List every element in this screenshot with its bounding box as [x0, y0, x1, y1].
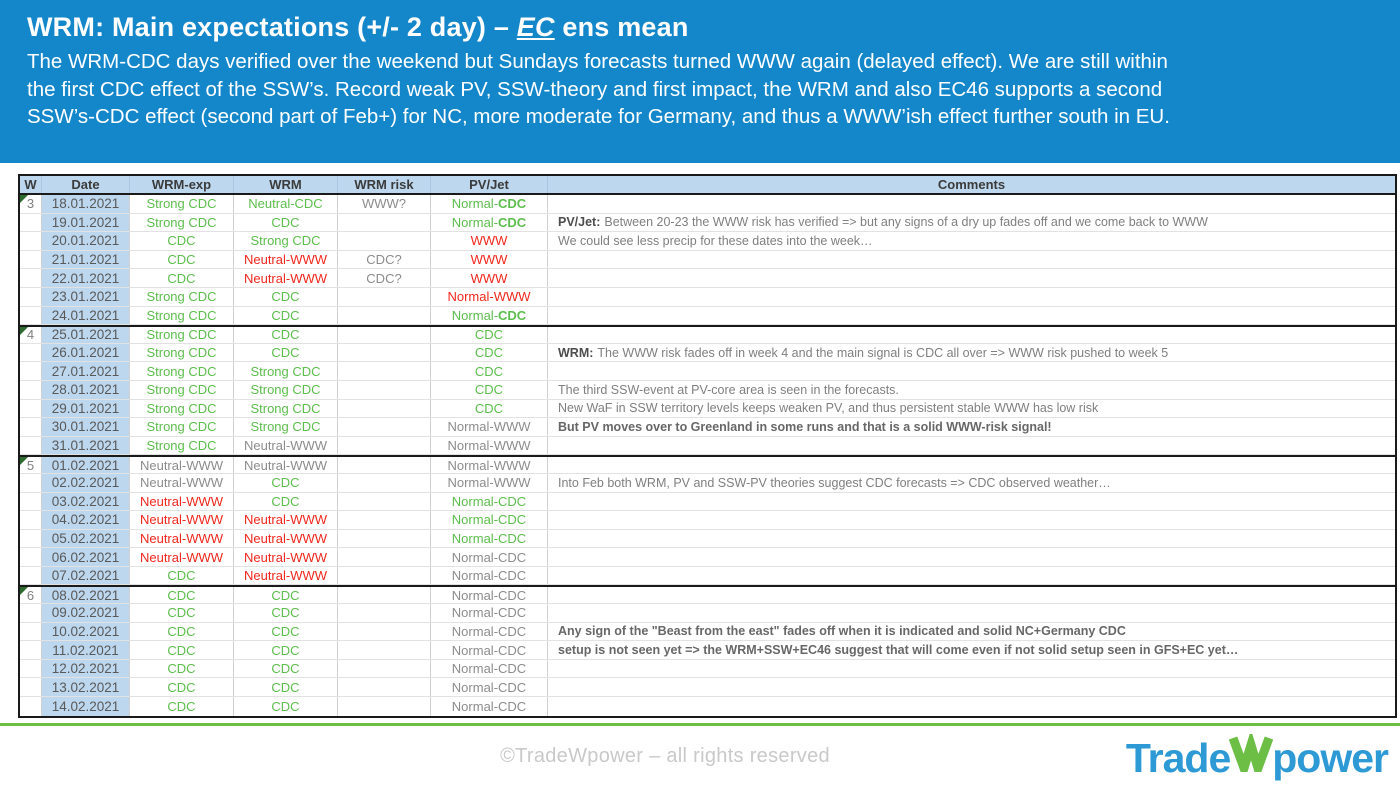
date-cell: 14.02.2021 — [42, 697, 130, 716]
comment-cell — [548, 457, 1395, 473]
comment-cell: But PV moves over to Greenland in some runs and that is a solid WWW-risk signal! — [558, 419, 1052, 434]
week-cell — [20, 548, 42, 566]
table-row — [20, 548, 1395, 567]
pv-jet-cell: Normal-CDC — [431, 623, 548, 641]
pv-jet-cell: Normal-CDC — [431, 604, 548, 622]
date-cell: 12.02.2021 — [42, 660, 130, 678]
date-cell: 18.01.2021 — [42, 195, 130, 213]
wrm-risk-cell: CDC? — [338, 251, 431, 269]
date-cell: 19.01.2021 — [42, 214, 130, 232]
table-row — [20, 455, 1395, 474]
table-row — [20, 437, 1395, 456]
wrm-risk-cell — [338, 660, 431, 678]
date-cell: 29.01.2021 — [42, 400, 130, 418]
wrm-cell: CDC — [234, 623, 338, 641]
wrm-risk-cell — [338, 511, 431, 529]
week-cell — [20, 530, 42, 548]
logo-w-icon — [1230, 734, 1272, 782]
comment-cell — [548, 567, 1395, 585]
col-header-wrm-risk: WRM risk — [338, 176, 431, 193]
wrm-risk-cell — [338, 307, 431, 325]
comment-cell: setup is not seen yet => the WRM+SSW+EC46 suggest that will come even if not solid setup seen in GFS+EC yet… — [558, 643, 1239, 658]
wrm-cell: CDC — [234, 474, 338, 492]
comment-cell: WRM: The WWW risk fades off in week 4 and the main signal is CDC all over => WWW risk pushed to week 5 — [558, 345, 1169, 360]
pv-jet-cell: Normal-CDC — [431, 678, 548, 696]
wrm-risk-cell: WWW? — [338, 195, 431, 213]
wrm-cell: CDC — [234, 288, 338, 306]
col-header-wrm: WRM — [234, 176, 338, 193]
comment-cell — [548, 437, 1395, 455]
wrm-cell: Neutral-WWW — [234, 567, 338, 585]
comment-cell — [548, 548, 1395, 566]
pv-jet-cell: Normal- CDC — [431, 307, 548, 325]
pv-jet-cell: Normal-CDC — [431, 697, 548, 716]
wrm-cell: CDC — [234, 344, 338, 362]
comment-cell — [548, 362, 1395, 380]
wrm-risk-cell — [338, 530, 431, 548]
week-cell — [20, 511, 42, 529]
pv-jet-cell: Normal-WWW — [431, 288, 548, 306]
table-row — [20, 269, 1395, 288]
table-row — [20, 530, 1395, 549]
wrm-risk-cell — [338, 641, 431, 659]
wrm-exp-cell: CDC — [130, 623, 234, 641]
table-row — [20, 641, 1395, 660]
date-cell: 21.01.2021 — [42, 251, 130, 269]
date-cell: 08.02.2021 — [42, 587, 130, 603]
pv-jet-cell: CDC — [431, 362, 548, 380]
comment-cell — [548, 307, 1395, 325]
date-cell: 22.01.2021 — [42, 269, 130, 287]
comment-cell: The third SSW-event at PV-core area is seen in the forecasts. — [558, 382, 899, 397]
wrm-exp-cell: Neutral-WWW — [130, 511, 234, 529]
week-cell — [20, 362, 42, 380]
pv-jet-cell: CDC — [431, 327, 548, 343]
week-cell: 6 — [20, 587, 42, 603]
comment-cell — [548, 697, 1395, 716]
pv-jet-cell: CDC — [431, 344, 548, 362]
expectations-table — [18, 174, 1397, 718]
wrm-cell: Neutral-WWW — [234, 457, 338, 473]
comment-cell — [548, 269, 1395, 287]
wrm-exp-cell: CDC — [130, 269, 234, 287]
pv-jet-cell: Normal-CDC — [431, 660, 548, 678]
tradewpower-logo — [1126, 733, 1388, 783]
date-cell: 04.02.2021 — [42, 511, 130, 529]
comment-cell — [548, 251, 1395, 269]
date-cell: 27.01.2021 — [42, 362, 130, 380]
wrm-risk-cell — [338, 623, 431, 641]
comment-cell — [548, 288, 1395, 306]
logo-power-text: power — [1272, 734, 1388, 781]
date-cell: 28.01.2021 — [42, 381, 130, 399]
pv-jet-cell: Normal-CDC — [431, 587, 548, 603]
week-cell: 5 — [20, 457, 42, 473]
wrm-cell: CDC — [234, 697, 338, 716]
pv-jet-cell: WWW — [431, 232, 548, 250]
date-cell: 13.02.2021 — [42, 678, 130, 696]
week-cell — [20, 697, 42, 716]
wrm-risk-cell — [338, 327, 431, 343]
week-cell — [20, 381, 42, 399]
pv-jet-cell: CDC — [431, 400, 548, 418]
wrm-risk-cell — [338, 604, 431, 622]
table-row — [20, 567, 1395, 586]
wrm-risk-cell — [338, 587, 431, 603]
week-cell — [20, 623, 42, 641]
table-row — [20, 660, 1395, 679]
table-row — [20, 511, 1395, 530]
week-cell — [20, 474, 42, 492]
date-cell: 23.01.2021 — [42, 288, 130, 306]
week-cell — [20, 232, 42, 250]
wrm-exp-cell: CDC — [130, 251, 234, 269]
comment-cell — [548, 604, 1395, 622]
title-suffix: ens mean — [554, 12, 689, 42]
week-cell — [20, 641, 42, 659]
pv-jet-cell: Normal-CDC — [431, 567, 548, 585]
wrm-risk-cell — [338, 400, 431, 418]
table-row — [20, 344, 1395, 363]
wrm-risk-cell — [338, 697, 431, 716]
wrm-cell: CDC — [234, 587, 338, 603]
table-row — [20, 493, 1395, 512]
pv-jet-cell: Normal- CDC — [431, 214, 548, 232]
wrm-risk-cell — [338, 548, 431, 566]
date-cell: 25.01.2021 — [42, 327, 130, 343]
wrm-cell: Neutral-CDC — [234, 195, 338, 213]
week-cell — [20, 604, 42, 622]
wrm-exp-cell: CDC — [130, 604, 234, 622]
table-row — [20, 195, 1395, 214]
wrm-cell: Strong CDC — [234, 418, 338, 436]
wrm-exp-cell: Strong CDC — [130, 437, 234, 455]
wrm-exp-cell: Strong CDC — [130, 344, 234, 362]
table-row — [20, 623, 1395, 642]
table-row — [20, 232, 1395, 251]
pv-jet-cell: CDC — [431, 381, 548, 399]
table-row — [20, 251, 1395, 270]
week-cell — [20, 288, 42, 306]
col-header-wrm-exp: WRM-exp — [130, 176, 234, 193]
wrm-risk-cell — [338, 362, 431, 380]
copyright-text: ©TradeWpower – all rights reserved — [500, 745, 830, 767]
logo-trade-text: Trade — [1125, 734, 1231, 781]
week-cell: 4 — [20, 327, 42, 343]
pv-jet-cell: Normal-WWW — [431, 457, 548, 473]
date-cell: 26.01.2021 — [42, 344, 130, 362]
table-row — [20, 362, 1395, 381]
table-body — [20, 195, 1395, 716]
comment-cell: Into Feb both WRM, PV and SSW-PV theories suggest CDC forecasts => CDC observed weather… — [558, 475, 1111, 490]
date-cell: 05.02.2021 — [42, 530, 130, 548]
wrm-exp-cell: Strong CDC — [130, 195, 234, 213]
slide-header-banner — [0, 0, 1400, 163]
wrm-risk-cell — [338, 567, 431, 585]
wrm-risk-cell — [338, 232, 431, 250]
wrm-risk-cell — [338, 457, 431, 473]
comment-cell — [548, 530, 1395, 548]
table-row — [20, 418, 1395, 437]
week-cell — [20, 678, 42, 696]
date-cell: 09.02.2021 — [42, 604, 130, 622]
wrm-cell: Neutral-WWW — [234, 548, 338, 566]
comment-cell — [548, 587, 1395, 603]
wrm-exp-cell: Strong CDC — [130, 214, 234, 232]
wrm-cell: Strong CDC — [234, 362, 338, 380]
comment-cell — [548, 195, 1395, 213]
wrm-risk-cell — [338, 474, 431, 492]
col-header-pv-jet: PV/Jet — [431, 176, 548, 193]
comment-cell: New WaF in SSW territory levels keeps weaken PV, and thus persistent stable WWW has low risk — [558, 401, 1099, 416]
date-cell: 01.02.2021 — [42, 457, 130, 473]
comment-cell: We could see less precip for these dates into the week… — [558, 233, 873, 248]
table-row — [20, 381, 1395, 400]
wrm-exp-cell: CDC — [130, 567, 234, 585]
pv-jet-cell: Normal-WWW — [431, 474, 548, 492]
week-cell — [20, 567, 42, 585]
wrm-exp-cell: Strong CDC — [130, 381, 234, 399]
wrm-exp-cell: CDC — [130, 587, 234, 603]
summary-line-3: SSW’s-CDC effect (second part of Feb+) for NC, more moderate for Germany, and thus a WWW’ish effect further south in EU. — [27, 105, 1170, 128]
week-cell — [20, 307, 42, 325]
wrm-cell: Neutral-WWW — [234, 251, 338, 269]
wrm-exp-cell: Strong CDC — [130, 288, 234, 306]
pv-jet-cell: Normal-CDC — [431, 493, 548, 511]
week-cell — [20, 269, 42, 287]
wrm-exp-cell: Neutral-WWW — [130, 474, 234, 492]
comment-cell — [548, 493, 1395, 511]
pv-jet-cell: Normal-CDC — [431, 511, 548, 529]
title-prefix: WRM: Main expectations (+/- 2 day) – — [27, 12, 517, 42]
wrm-exp-cell: Neutral-WWW — [130, 548, 234, 566]
wrm-cell: Neutral-WWW — [234, 437, 338, 455]
table-header-row — [20, 176, 1395, 195]
date-cell: 30.01.2021 — [42, 418, 130, 436]
pv-jet-cell: Normal- CDC — [431, 195, 548, 213]
comment-cell — [548, 678, 1395, 696]
week-cell — [20, 400, 42, 418]
wrm-cell: Strong CDC — [234, 381, 338, 399]
table-row — [20, 697, 1395, 716]
week-cell — [20, 493, 42, 511]
wrm-cell: Strong CDC — [234, 400, 338, 418]
date-cell: 24.01.2021 — [42, 307, 130, 325]
comment-cell — [548, 660, 1395, 678]
week-cell — [20, 660, 42, 678]
table-row — [20, 678, 1395, 697]
wrm-exp-cell: CDC — [130, 697, 234, 716]
date-cell: 06.02.2021 — [42, 548, 130, 566]
wrm-cell: CDC — [234, 493, 338, 511]
pv-jet-cell: Normal-WWW — [431, 437, 548, 455]
date-cell: 20.01.2021 — [42, 232, 130, 250]
pv-jet-cell: Normal-CDC — [431, 641, 548, 659]
date-cell: 11.02.2021 — [42, 641, 130, 659]
wrm-cell: Strong CDC — [234, 232, 338, 250]
wrm-cell: CDC — [234, 660, 338, 678]
page-title — [27, 12, 1374, 43]
summary-line-1: The WRM-CDC days verified over the weekend but Sundays forecasts turned WWW again (delayed effect). We are still within — [27, 50, 1168, 73]
pv-jet-cell: Normal-WWW — [431, 418, 548, 436]
wrm-exp-cell: Neutral-WWW — [130, 457, 234, 473]
wrm-risk-cell — [338, 344, 431, 362]
table-row — [20, 604, 1395, 623]
wrm-exp-cell: Strong CDC — [130, 307, 234, 325]
week-cell: 3 — [20, 195, 42, 213]
week-cell — [20, 214, 42, 232]
wrm-risk-cell — [338, 418, 431, 436]
table-row — [20, 307, 1395, 326]
summary-line-2: the first CDC effect of the SSW’s. Record weak PV, SSW-theory and first impact, the WRM and also EC46 supports a second — [27, 77, 1163, 101]
comment-cell — [548, 327, 1395, 343]
wrm-exp-cell: Strong CDC — [130, 362, 234, 380]
pv-jet-cell: WWW — [431, 251, 548, 269]
date-cell: 02.02.2021 — [42, 474, 130, 492]
wrm-exp-cell: CDC — [130, 232, 234, 250]
wrm-risk-cell — [338, 214, 431, 232]
table-row — [20, 474, 1395, 493]
wrm-risk-cell — [338, 678, 431, 696]
wrm-cell: CDC — [234, 307, 338, 325]
wrm-risk-cell: CDC? — [338, 269, 431, 287]
date-cell: 03.02.2021 — [42, 493, 130, 511]
wrm-exp-cell: Strong CDC — [130, 327, 234, 343]
slide-summary-text — [27, 48, 1374, 131]
table-row — [20, 214, 1395, 233]
pv-jet-cell: Normal-CDC — [431, 530, 548, 548]
title-ec-emphasis: EC — [516, 12, 555, 42]
wrm-cell: Neutral-WWW — [234, 530, 338, 548]
wrm-cell: CDC — [234, 214, 338, 232]
comment-cell: PV/Jet: Between 20-23 the WWW risk has verified => but any signs of a dry up fades off and we come back to WWW — [558, 215, 1208, 230]
wrm-risk-cell — [338, 493, 431, 511]
col-header-date: Date — [42, 176, 130, 193]
table-row — [20, 288, 1395, 307]
pv-jet-cell: WWW — [431, 269, 548, 287]
table-row — [20, 585, 1395, 604]
wrm-cell: Neutral-WWW — [234, 511, 338, 529]
pv-jet-cell: Normal-CDC — [431, 548, 548, 566]
table-row — [20, 400, 1395, 419]
week-cell — [20, 418, 42, 436]
date-cell: 10.02.2021 — [42, 623, 130, 641]
wrm-exp-cell: CDC — [130, 641, 234, 659]
wrm-cell: CDC — [234, 641, 338, 659]
wrm-exp-cell: CDC — [130, 678, 234, 696]
date-cell: 07.02.2021 — [42, 567, 130, 585]
wrm-cell: CDC — [234, 604, 338, 622]
wrm-exp-cell: Neutral-WWW — [130, 530, 234, 548]
comment-cell: Any sign of the "Beast from the east" fades off when it is indicated and solid NC+Germany CDC — [558, 624, 1126, 639]
wrm-risk-cell — [338, 437, 431, 455]
wrm-exp-cell: Neutral-WWW — [130, 493, 234, 511]
wrm-exp-cell: Strong CDC — [130, 400, 234, 418]
wrm-cell: CDC — [234, 678, 338, 696]
col-header-week: W — [20, 176, 42, 193]
wrm-exp-cell: Strong CDC — [130, 418, 234, 436]
week-cell — [20, 251, 42, 269]
wrm-cell: CDC — [234, 327, 338, 343]
footer-accent-line — [0, 723, 1400, 726]
date-cell: 31.01.2021 — [42, 437, 130, 455]
wrm-risk-cell — [338, 381, 431, 399]
comment-cell — [548, 511, 1395, 529]
col-header-comments: Comments — [937, 177, 1006, 192]
wrm-exp-cell: CDC — [130, 660, 234, 678]
week-cell — [20, 437, 42, 455]
wrm-risk-cell — [338, 288, 431, 306]
wrm-cell: Neutral-WWW — [234, 269, 338, 287]
table-row — [20, 325, 1395, 344]
week-cell — [20, 344, 42, 362]
